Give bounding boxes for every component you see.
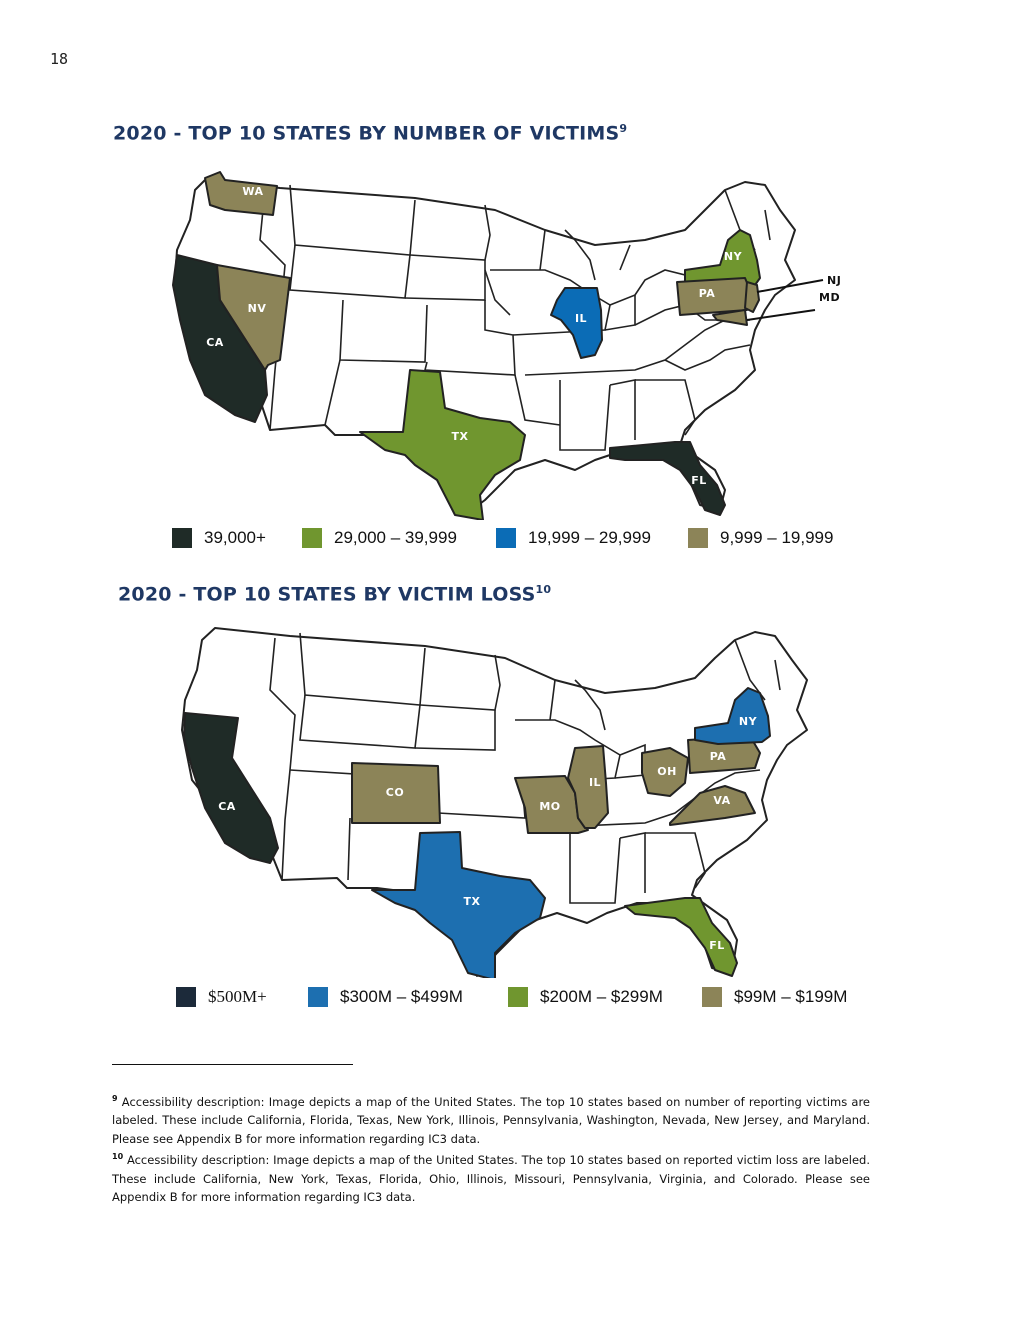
map2-legend-item-1 bbox=[176, 987, 267, 1007]
map1-legend-item-4 bbox=[688, 528, 833, 548]
label-pa: PA bbox=[698, 287, 716, 300]
label-mo: MO bbox=[539, 800, 561, 813]
footnote-marker: 10 bbox=[112, 1152, 124, 1162]
footnote-text: Accessibility description: Image depicts a map of the United States. The top 10 states based on reported victim loss are labeled. These include California, New York, Texas, Florida, Ohio, Illinois, Missouri, Pennsylvania, Virginia, and Colorado. Please see Appendix B for more information regarding IC3 data. bbox=[112, 1153, 870, 1205]
page-number: 18 bbox=[50, 50, 69, 68]
legend-swatch bbox=[302, 528, 322, 548]
footnotes bbox=[112, 1090, 870, 1207]
map1-legend-item-3 bbox=[496, 528, 651, 548]
legend-label: 29,000 – 39,999 bbox=[334, 528, 457, 547]
label-ny: NY bbox=[723, 250, 743, 263]
label-pa: PA bbox=[709, 750, 727, 763]
map2-legend-item-2 bbox=[308, 987, 463, 1007]
map2-legend-item-3 bbox=[508, 987, 663, 1007]
state-fl bbox=[625, 898, 737, 976]
label-il: IL bbox=[574, 312, 588, 325]
legend-swatch bbox=[496, 528, 516, 548]
legend-label: $99M – $199M bbox=[734, 987, 848, 1006]
label-ca: CA bbox=[206, 336, 224, 349]
label-va: VA bbox=[713, 794, 731, 807]
map1-title-text: 2020 - TOP 10 STATES BY NUMBER OF VICTIMS bbox=[113, 122, 620, 145]
map2-title-text: 2020 - TOP 10 STATES BY VICTIM LOSS bbox=[118, 583, 536, 606]
map2-title bbox=[118, 583, 551, 605]
label-fl: FL bbox=[691, 474, 707, 487]
label-tx: TX bbox=[463, 895, 481, 908]
footnote-marker: 9 bbox=[112, 1094, 118, 1103]
label-co: CO bbox=[385, 786, 405, 799]
map2-footnote-ref: 10 bbox=[535, 583, 552, 596]
label-ny: NY bbox=[738, 715, 758, 728]
footnote-divider bbox=[112, 1064, 353, 1065]
map1-legend-item-2 bbox=[302, 528, 457, 548]
footnote-text: Accessibility description: Image depicts a map of the United States. The top 10 states based on number of reporting victims are labeled. These include California, Florida, Texas, New York, Illinois, Pennsylvania, Washington, Nevada, New Jersey, and Maryland. Please see Appendix B for more information regarding IC3 data. bbox=[112, 1094, 871, 1146]
map1-footnote-ref: 9 bbox=[619, 122, 628, 135]
label-fl: FL bbox=[709, 939, 725, 952]
legend-label: 39,000+ bbox=[204, 528, 266, 547]
legend-label: $500M+ bbox=[208, 987, 267, 1006]
legend-swatch bbox=[308, 987, 328, 1007]
label-wa: WA bbox=[242, 185, 264, 198]
us-map-loss bbox=[170, 618, 860, 978]
footnote-9 bbox=[112, 1090, 870, 1148]
label-il: IL bbox=[588, 776, 602, 789]
map1-legend-item-1 bbox=[172, 528, 266, 548]
legend-swatch bbox=[688, 528, 708, 548]
us-map-victims bbox=[165, 170, 855, 520]
legend-swatch bbox=[508, 987, 528, 1007]
map2-legend-item-4 bbox=[702, 987, 847, 1007]
legend-label: $300M – $499M bbox=[340, 987, 463, 1006]
legend-swatch bbox=[176, 987, 196, 1007]
legend-label: $200M – $299M bbox=[540, 987, 663, 1006]
label-nv: NV bbox=[247, 302, 267, 315]
label-oh: OH bbox=[657, 765, 677, 778]
legend-label: 9,999 – 19,999 bbox=[720, 528, 834, 547]
legend-label: 19,999 – 29,999 bbox=[528, 528, 651, 547]
map1-title bbox=[113, 122, 627, 144]
footnote-10 bbox=[112, 1148, 870, 1206]
state-fl bbox=[610, 442, 725, 515]
legend-swatch bbox=[702, 987, 722, 1007]
label-tx: TX bbox=[451, 430, 469, 443]
label-nj: NJ bbox=[827, 274, 842, 287]
label-md: MD bbox=[819, 291, 841, 304]
label-ca: CA bbox=[218, 800, 236, 813]
legend-swatch bbox=[172, 528, 192, 548]
